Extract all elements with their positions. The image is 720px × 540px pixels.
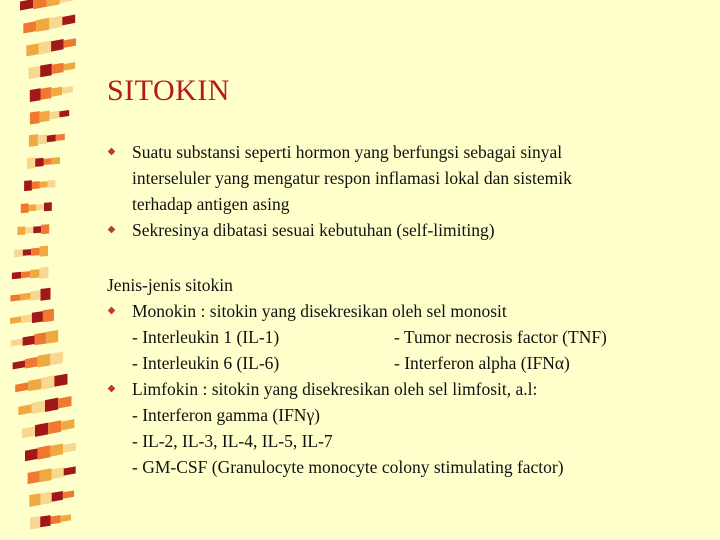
spiral-segment — [30, 88, 41, 102]
spiral-segment — [41, 375, 54, 389]
spiral-segment — [33, 0, 46, 9]
spiral-segment — [39, 267, 48, 279]
spiral-segment — [25, 357, 38, 369]
spiral-segment — [32, 181, 40, 189]
spiral-segment — [30, 111, 40, 124]
definition-bullet-2 — [107, 217, 572, 243]
spiral-segment — [35, 423, 48, 437]
spiral-segment — [10, 316, 21, 324]
definition-line: terhadap antigen asing — [132, 194, 290, 214]
spiral-segment — [48, 420, 61, 434]
spiral-segment — [40, 468, 52, 482]
spiral-segment — [30, 269, 39, 278]
spiral-segment — [41, 224, 49, 234]
spiral-segment — [58, 396, 71, 408]
spiral-segment — [40, 111, 50, 123]
spiral-segment — [50, 444, 63, 457]
limfokin-example: - IL-2, IL-3, IL-4, IL-5, IL-7 — [132, 431, 333, 451]
types-section — [107, 272, 607, 480]
spiral-segment — [12, 272, 21, 280]
spiral-segment — [47, 0, 60, 7]
spiral-segment — [39, 41, 51, 55]
spiral-segment — [18, 404, 31, 415]
spiral-segment — [21, 271, 30, 278]
spiral-segment — [61, 419, 74, 430]
spiral-segment — [31, 290, 41, 301]
spiral-segment — [41, 492, 52, 505]
spiral-segment — [61, 514, 71, 522]
spiral-segment — [31, 248, 39, 256]
spiral-segment — [28, 379, 41, 392]
spiral-segment — [35, 332, 47, 345]
spiral-segment — [47, 135, 56, 143]
spiral-segment — [23, 336, 35, 346]
limfokin-label: Limfokin : sitokin yang disekresikan oleh sel limfosit, a.l: — [132, 379, 538, 399]
types-heading: Jenis-jenis sitokin — [107, 275, 233, 295]
definition-line: Sekresinya dibatasi sesuai kebutuhan (self-limiting) — [132, 220, 495, 240]
spiral-segment — [17, 226, 25, 235]
spiral-segment — [30, 516, 40, 530]
spiral-segment — [44, 158, 52, 165]
spiral-segment — [28, 471, 40, 484]
spiral-segment — [15, 382, 28, 392]
limfokin-example: - Interferon gamma (IFNγ) — [132, 405, 321, 425]
spiral-segment — [62, 15, 75, 26]
spiral-segment — [56, 134, 65, 141]
spiral-segment — [20, 0, 33, 11]
monokin-example: - Tumor necrosis factor (TNF) — [394, 327, 607, 347]
spiral-segment — [38, 445, 51, 459]
spiral-segment — [48, 180, 56, 188]
monokin-bullet — [107, 298, 607, 376]
spiral-segment — [64, 38, 76, 48]
spiral-segment — [24, 180, 32, 191]
spiral-segment — [14, 249, 22, 257]
spiral-segment — [51, 87, 62, 97]
spiral-segment — [32, 311, 43, 323]
spiral-segment — [36, 204, 44, 211]
spiral-segment — [29, 134, 38, 147]
spiral-segment — [29, 204, 37, 211]
monokin-example: - Interleukin 1 (IL-1) — [132, 327, 280, 347]
spiral-segment — [59, 110, 69, 117]
spiral-segment — [32, 400, 45, 414]
spiral-segment — [64, 466, 76, 475]
spiral-segment — [45, 398, 58, 412]
spiral-segment — [29, 66, 41, 80]
spiral-segment — [63, 490, 74, 498]
spiral-segment — [62, 86, 73, 94]
spiral-segment — [64, 62, 76, 71]
spiral-segment — [49, 16, 62, 30]
spiral-segment — [22, 426, 35, 438]
spiral-segment — [63, 443, 76, 453]
spiral-segment — [52, 63, 64, 74]
spiral-segment — [38, 134, 47, 144]
definition-bullet-1 — [107, 139, 572, 217]
spiral-segment — [40, 64, 52, 78]
monokin-label: Monokin : sitokin yang disekresikan oleh sel monosit — [132, 301, 507, 321]
spiral-segment — [44, 202, 52, 211]
spiral-segment — [23, 249, 31, 256]
spiral-segment — [29, 493, 40, 507]
monokin-example: - Interleukin 6 (IL-6) — [132, 353, 280, 373]
spiral-segment — [46, 330, 58, 344]
monokin-examples — [132, 324, 607, 376]
spiral-segment — [21, 203, 29, 213]
definition-line: Suatu substansi seperti hormon yang berfungsi sebagai sinyal — [132, 142, 563, 162]
spiral-segment — [41, 288, 51, 301]
spiral-segment — [52, 491, 63, 502]
diamond-bullet-icon — [108, 307, 116, 315]
spiral-segment — [52, 467, 64, 479]
spiral-segment — [50, 111, 60, 120]
spiral-segment — [21, 314, 32, 323]
monokin-example: - Interferon alpha (IFNα) — [394, 353, 570, 373]
spiral-segment — [38, 354, 51, 368]
spiral-segment — [40, 515, 50, 527]
spiral-segment — [26, 43, 38, 56]
spiral-segment — [25, 227, 33, 234]
spiral-segment — [23, 21, 36, 33]
limfokin-example: - GM-CSF (Granulocyte monocyte colony stimulating factor) — [132, 457, 564, 477]
spiral-segment — [41, 87, 52, 100]
spiral-segment — [20, 293, 30, 301]
spiral-segment — [11, 339, 23, 347]
spiral-segment — [52, 157, 60, 164]
slide-title: SITOKIN — [107, 74, 230, 107]
spiral-segment — [25, 448, 38, 461]
diamond-bullet-icon — [108, 385, 116, 393]
decorative-spiral-border — [0, 0, 110, 540]
definition-list — [107, 139, 572, 243]
diamond-bullet-icon — [108, 226, 116, 234]
spiral-segment — [54, 374, 67, 387]
spiral-segment — [60, 0, 73, 3]
spiral-segment — [40, 181, 48, 188]
spiral-segment — [50, 352, 63, 366]
spiral-segment — [51, 39, 64, 52]
spiral-segment — [10, 294, 20, 301]
spiral-segment — [13, 360, 26, 369]
spiral-segment — [51, 515, 61, 524]
diamond-bullet-icon — [108, 148, 116, 156]
spiral-segment — [33, 226, 41, 233]
spiral-segment — [27, 157, 35, 169]
spiral-segment — [40, 246, 48, 257]
definition-line: interseluler yang mengatur respon inflamasi lokal dan sistemik — [132, 168, 572, 188]
spiral-segment — [36, 18, 49, 32]
limfokin-bullet — [107, 376, 607, 480]
spiral-segment — [35, 158, 43, 167]
spiral-segment — [43, 309, 54, 323]
